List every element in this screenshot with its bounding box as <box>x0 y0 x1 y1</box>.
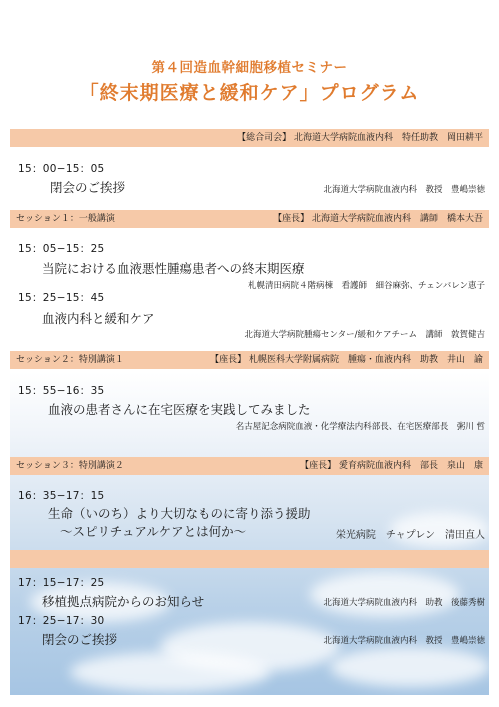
item-subtitle: 〜スピリチュアルケアとは何か〜 <box>60 524 247 539</box>
session2-bar <box>10 351 489 369</box>
item-speaker: 札幌清田病院４階病棟 看護師 細谷麻弥、チェンバレン恵子 <box>248 281 485 291</box>
bar-right-label: 【座長】 北海道大学病院血液内科 講師 橋本大吾 <box>273 214 483 224</box>
bar-right-label: 【座長】 札幌医科大学附属病院 腫瘍・血液内科 助教 井山 諭 <box>210 355 483 365</box>
mc-bar <box>10 129 489 147</box>
item-title: 閉会のご挨拶 <box>50 180 126 195</box>
item-speaker: 北海道大学病院血液内科 教授 豊嶋崇徳 <box>323 636 485 646</box>
item-title: 当院における血液悪性腫瘍患者への終末期医療 <box>42 261 305 276</box>
item-title: 血液の患者さんに在宅医療を実践してみました <box>48 402 311 417</box>
item-time: 15：00−15：05 <box>18 163 105 175</box>
item-time: 16：35−17：15 <box>18 490 105 502</box>
item-time: 15：25−15：45 <box>18 292 105 304</box>
item-time: 15：55−16：35 <box>18 385 105 397</box>
bar-left-label: セッション１：一般講演 <box>16 214 115 224</box>
session3-bar <box>10 457 489 475</box>
item-speaker: 名古屋記念病院血液・化学療法内科部長、在宅医療部長 粥川 哲 <box>235 422 485 432</box>
item-speaker: 北海道大学病院腫瘍センター/緩和ケアチーム 講師 敦賀健吉 <box>244 330 485 340</box>
seminar-title: 第４回造血幹細胞移植セミナー <box>151 60 348 76</box>
bar-left-label: セッション２：特別講演１ <box>16 355 124 365</box>
closing-bar <box>10 550 489 568</box>
item-title: 移植拠点病院からのお知らせ <box>42 594 205 609</box>
session1-bar <box>10 210 489 228</box>
item-title: 閉会のご挨拶 <box>42 632 118 647</box>
item-speaker: 栄光病院 チャプレン 清田直人 <box>335 530 485 541</box>
item-time: 17：25−17：30 <box>18 615 105 627</box>
bar-right-label: 【座長】 愛育病院血液内科 部長 泉山 康 <box>300 461 483 471</box>
item-speaker: 北海道大学病院血液内科 教授 豊嶋崇徳 <box>323 185 485 195</box>
program-title: 「終末期医療と緩和ケア」プログラム <box>79 82 420 104</box>
item-title: 生命（いのち）より大切なものに寄り添う援助 <box>48 506 311 521</box>
bar-right-label: 【総合司会】 北海道大学病院血液内科 特任助教 岡田耕平 <box>237 133 483 143</box>
item-title: 血液内科と緩和ケア <box>42 311 155 326</box>
item-time: 17：15−17：25 <box>18 577 105 589</box>
item-time: 15：05−15：25 <box>18 243 105 255</box>
item-speaker: 北海道大学病院血液内科 助教 後藤秀樹 <box>323 598 485 608</box>
bar-left-label: セッション３：特別講演２ <box>16 461 124 471</box>
